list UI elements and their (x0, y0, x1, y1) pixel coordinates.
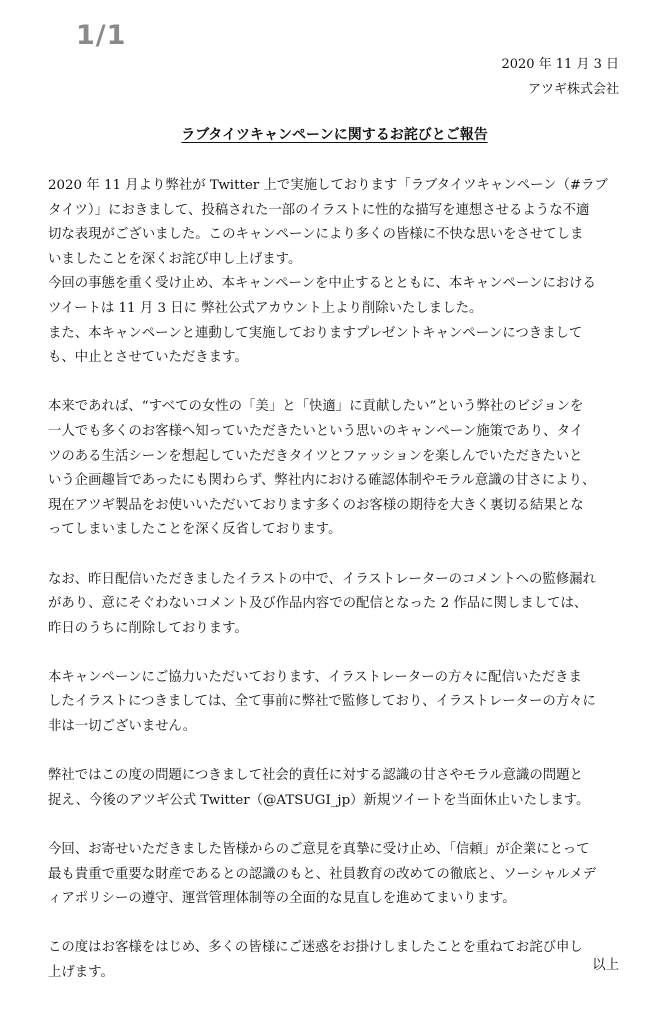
paragraph-line: 最も貴重で重要な財産であるとの認識のもと、社員教育の改めての徹底と、ソーシャルメデ (48, 866, 597, 882)
paragraph-line: 非は一切ございません。 (48, 719, 197, 735)
document-date: 2020 年 11 月 3 日 (501, 57, 619, 72)
paragraph-line: 弊社ではこの度の問題につきまして社会的責任に対する認識の甘さやモラル意識の問題と (48, 768, 583, 784)
paragraph-line: ってしまいましたことを深く反省しております。 (48, 522, 342, 538)
paragraph-line: この度はお客様をはじめ、多くの皆様にご迷惑をお掛けしましたことを重ねてお詫び申し (48, 940, 583, 956)
paragraph (48, 568, 621, 642)
paragraph-line: また、本キャンペーンと連動して実施しておりますプレゼントキャンペーンにつきまして (48, 325, 583, 341)
paragraph-line: いましたことを深くお詫び申し上げます。 (48, 251, 302, 267)
paragraph-line: 捉え、今後のアツギ公式 Twitter（@ATSUGI_jp）新規ツイートを当面休止いたします。 (48, 792, 590, 808)
paragraph (48, 764, 621, 813)
paragraph-line: 本来であれば、“すべての女性の「美」と「快適」に貢献したい”という弊社のビジョンを (48, 399, 584, 415)
document-header (501, 52, 619, 102)
paragraph (48, 838, 621, 912)
paragraph-line: 今回、お寄せいただきました皆様からのご意見を真摯に受け止め、「信頼」が企業にとって (48, 842, 590, 858)
page-indicator: 1/1 (76, 20, 127, 51)
paragraph-line: も、中止とさせていただきます。 (48, 350, 248, 366)
paragraph-line: 一人でも多くのお客様へ知っていただきたいという思いのキャンペーン施策であり、タイ (48, 423, 584, 439)
paragraph (48, 666, 621, 740)
paragraph-line: 切な表現がございました。このキャンペーンにより多くの皆様に不快な思いをさせてしま (48, 227, 584, 243)
paragraph-line: 上げます。 (48, 965, 114, 980)
paragraph-line: なお、昨日配信いただきましたイラストの中で、イラストレーターのコメントへの監修漏れ (48, 571, 596, 587)
paragraph-line: ツのある生活シーンを想起していただきタイツとファッションを楽しんでいただきたいと (48, 448, 583, 464)
paragraph-line: 2020 年 11 月より弊社が Twitter 上で実施しております「ラブタイツキャンペーン（#ラブ (48, 178, 608, 193)
company-name: アツギ株式会社 (527, 82, 619, 97)
paragraph-line: があり、意にそぐわないコメント及び作品内容での配信となった 2 作品に関しましては、 (48, 596, 588, 612)
paragraph-line: タイツ）」におきまして、投稿された一部のイラストに性的な描写を連想させるような不適 (48, 202, 590, 218)
paragraph (48, 936, 621, 985)
paragraph-line: したイラストにつきましては、全て事前に弊社で監修しており、イラストレーターの方々に (48, 694, 596, 710)
closing-remark: 以上 (592, 958, 619, 973)
document-title (0, 124, 669, 144)
paragraph (48, 174, 621, 371)
document-body (48, 174, 621, 1010)
paragraph-line: 昨日のうちに削除しております。 (48, 620, 248, 636)
paragraph-line: ツイートは 11 月 3 日に 弊社公式アカウント上より削除いたしました。 (48, 300, 483, 316)
paragraph-line: いう企画趣旨であったにも関わらず、弊社内における確認体制やモラル意識の甘さにより、 (48, 473, 596, 489)
document-title-text: ラブタイツキャンペーンに関するお詫びとご報告 (181, 127, 488, 143)
paragraph-line: 本キャンペーンにご協力いただいております、イラストレーターの方々に配信いただきま (48, 669, 582, 685)
paragraph-line: ィアポリシーの遵守、運営管理体制等の全面的な見直しを進めてまいります。 (48, 891, 516, 907)
paragraph (48, 395, 621, 543)
paragraph-line: 現在アツギ製品をお使いいただいております多くのお客様の期待を大きく裏切る結果とな (48, 497, 584, 513)
paragraph-line: 今回の事態を重く受け止め、本キャンペーンを中止するとともに、本キャンペーンにおける (48, 276, 596, 292)
